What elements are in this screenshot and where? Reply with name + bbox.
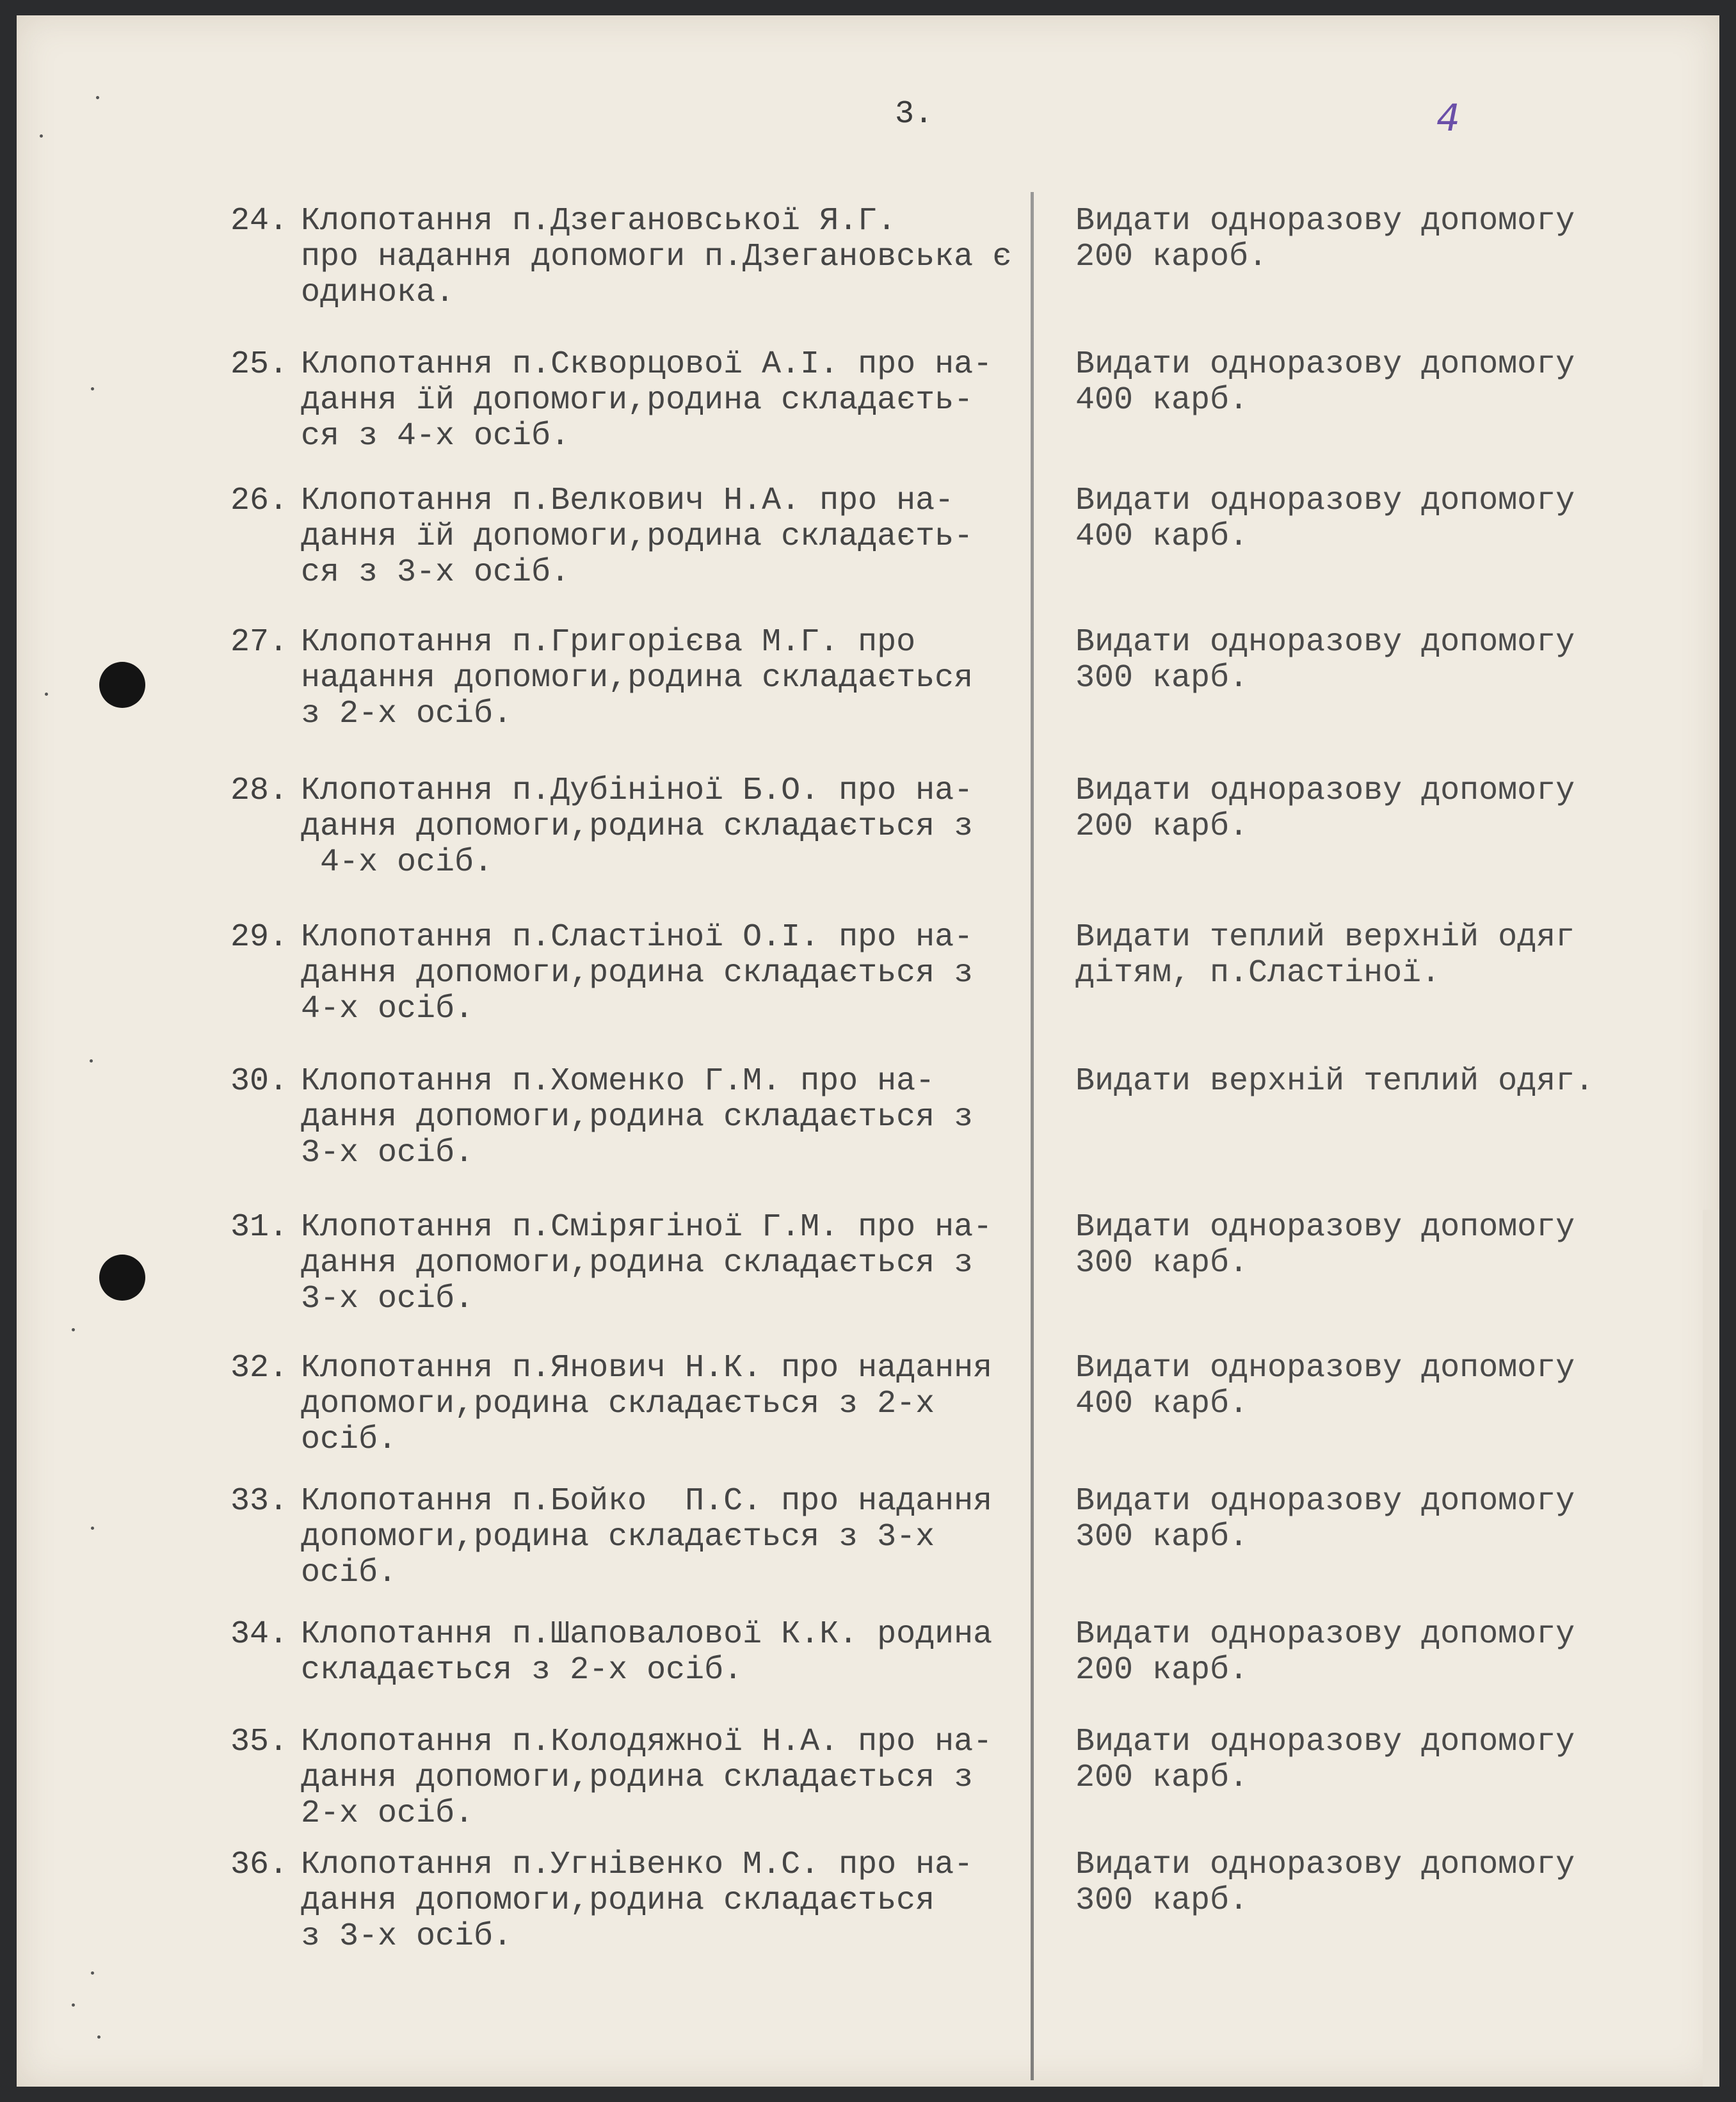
petition-text: Клопотання п.Смірягіної Г.М. про на- дання допомоги,родина складається з 3-х осіб. — [301, 1209, 993, 1317]
paper-speck — [96, 96, 99, 99]
decision-text: Видати одноразову допомогу 300 карб. — [1075, 1483, 1575, 1555]
item-number: 25. — [230, 346, 288, 383]
item-number: 27. — [230, 624, 288, 661]
decision-text: Видати одноразову допомогу 200 карб. — [1075, 1616, 1575, 1689]
item-number: 33. — [230, 1483, 288, 1520]
paper-speck — [72, 2003, 75, 2007]
paper-speck — [91, 387, 94, 390]
decision-text: Видати верхній теплий одяг. — [1075, 1063, 1595, 1100]
petition-text: Клопотання п.Сластіної О.І. про на- дання допомоги,родина складається з 4-х осіб. — [301, 919, 974, 1027]
page-number: 3. — [895, 96, 934, 132]
item-number: 32. — [230, 1350, 288, 1386]
petition-text: Клопотання п.Скворцової А.І. про на- дання їй допомоги,родина складаєть- ся з 4-х осіб. — [301, 346, 993, 454]
decision-text: Видати одноразову допомогу 300 карб. — [1075, 1847, 1575, 1919]
page-edge — [1703, 1210, 1719, 2087]
petition-text: Клопотання п.Янович Н.К. про надання допомоги,родина складається з 2-х осіб. — [301, 1350, 993, 1458]
decision-text: Видати одноразову допомогу 400 карб. — [1075, 346, 1575, 419]
item-number: 29. — [230, 919, 288, 956]
item-number: 34. — [230, 1616, 288, 1653]
petition-text: Клопотання п.Бойко П.С. про надання допомоги,родина складається з 3-х осіб. — [301, 1483, 993, 1591]
decision-text: Видати одноразову допомогу 200 кароб. — [1075, 203, 1575, 275]
petition-text: Клопотання п.Дубініної Б.О. про на- дання допомоги,родина складається з 4-х осіб. — [301, 773, 974, 881]
decision-text: Видати одноразову допомогу 200 карб. — [1075, 1724, 1575, 1796]
item-number: 36. — [230, 1847, 288, 1883]
paper-speck — [45, 693, 48, 696]
petition-text: Клопотання п.Угнівенко М.С. про на- дання допомоги,родина складається з 3-х осіб. — [301, 1847, 974, 1955]
petition-text: Клопотання п.Велкович Н.А. про на- дання їй допомоги,родина складаєть- ся з 3-х осіб. — [301, 483, 974, 591]
petition-text: Клопотання п.Григорієва М.Г. про надання допомоги,родина складається з 2-х осіб. — [301, 624, 974, 732]
petition-text: Клопотання п.Хоменко Г.М. про на- дання допомоги,родина складається з 3-х осіб. — [301, 1063, 974, 1171]
column-divider — [1031, 192, 1034, 2080]
petition-text: Клопотання п.Шаповалової К.К. родина складається з 2-х осіб. — [301, 1616, 993, 1689]
paper-speck — [90, 1059, 93, 1063]
paper-speck — [72, 1328, 75, 1331]
petition-text: Клопотання п.Дзегановської Я.Г. про надання допомоги п.Дзегановська є одинока. — [301, 203, 1012, 311]
decision-text: Видати одноразову допомогу 300 карб. — [1075, 624, 1575, 696]
paper-speck — [91, 1527, 94, 1530]
decision-text: Видати одноразову допомогу 400 карб. — [1075, 483, 1575, 555]
paper-speck — [91, 1971, 94, 1975]
punch-hole-bottom — [99, 1255, 145, 1301]
punch-hole-top — [99, 662, 145, 708]
petition-text: Клопотання п.Колодяжної Н.А. про на- дання допомоги,родина складається з 2-х осіб. — [301, 1724, 993, 1832]
archive-page-number: 4 — [1436, 96, 1460, 140]
paper-speck — [40, 134, 43, 138]
item-number: 35. — [230, 1724, 288, 1760]
item-number: 28. — [230, 773, 288, 809]
item-number: 24. — [230, 203, 288, 239]
decision-text: Видати одноразову допомогу 200 карб. — [1075, 773, 1575, 845]
decision-text: Видати теплий верхній одяг дітям, п.Сластіної. — [1075, 919, 1575, 991]
item-number: 26. — [230, 483, 288, 519]
item-number: 31. — [230, 1209, 288, 1246]
decision-text: Видати одноразову допомогу 400 карб. — [1075, 1350, 1575, 1422]
decision-text: Видати одноразову допомогу 300 карб. — [1075, 1209, 1575, 1281]
item-number: 30. — [230, 1063, 288, 1100]
paper-speck — [97, 2035, 100, 2039]
